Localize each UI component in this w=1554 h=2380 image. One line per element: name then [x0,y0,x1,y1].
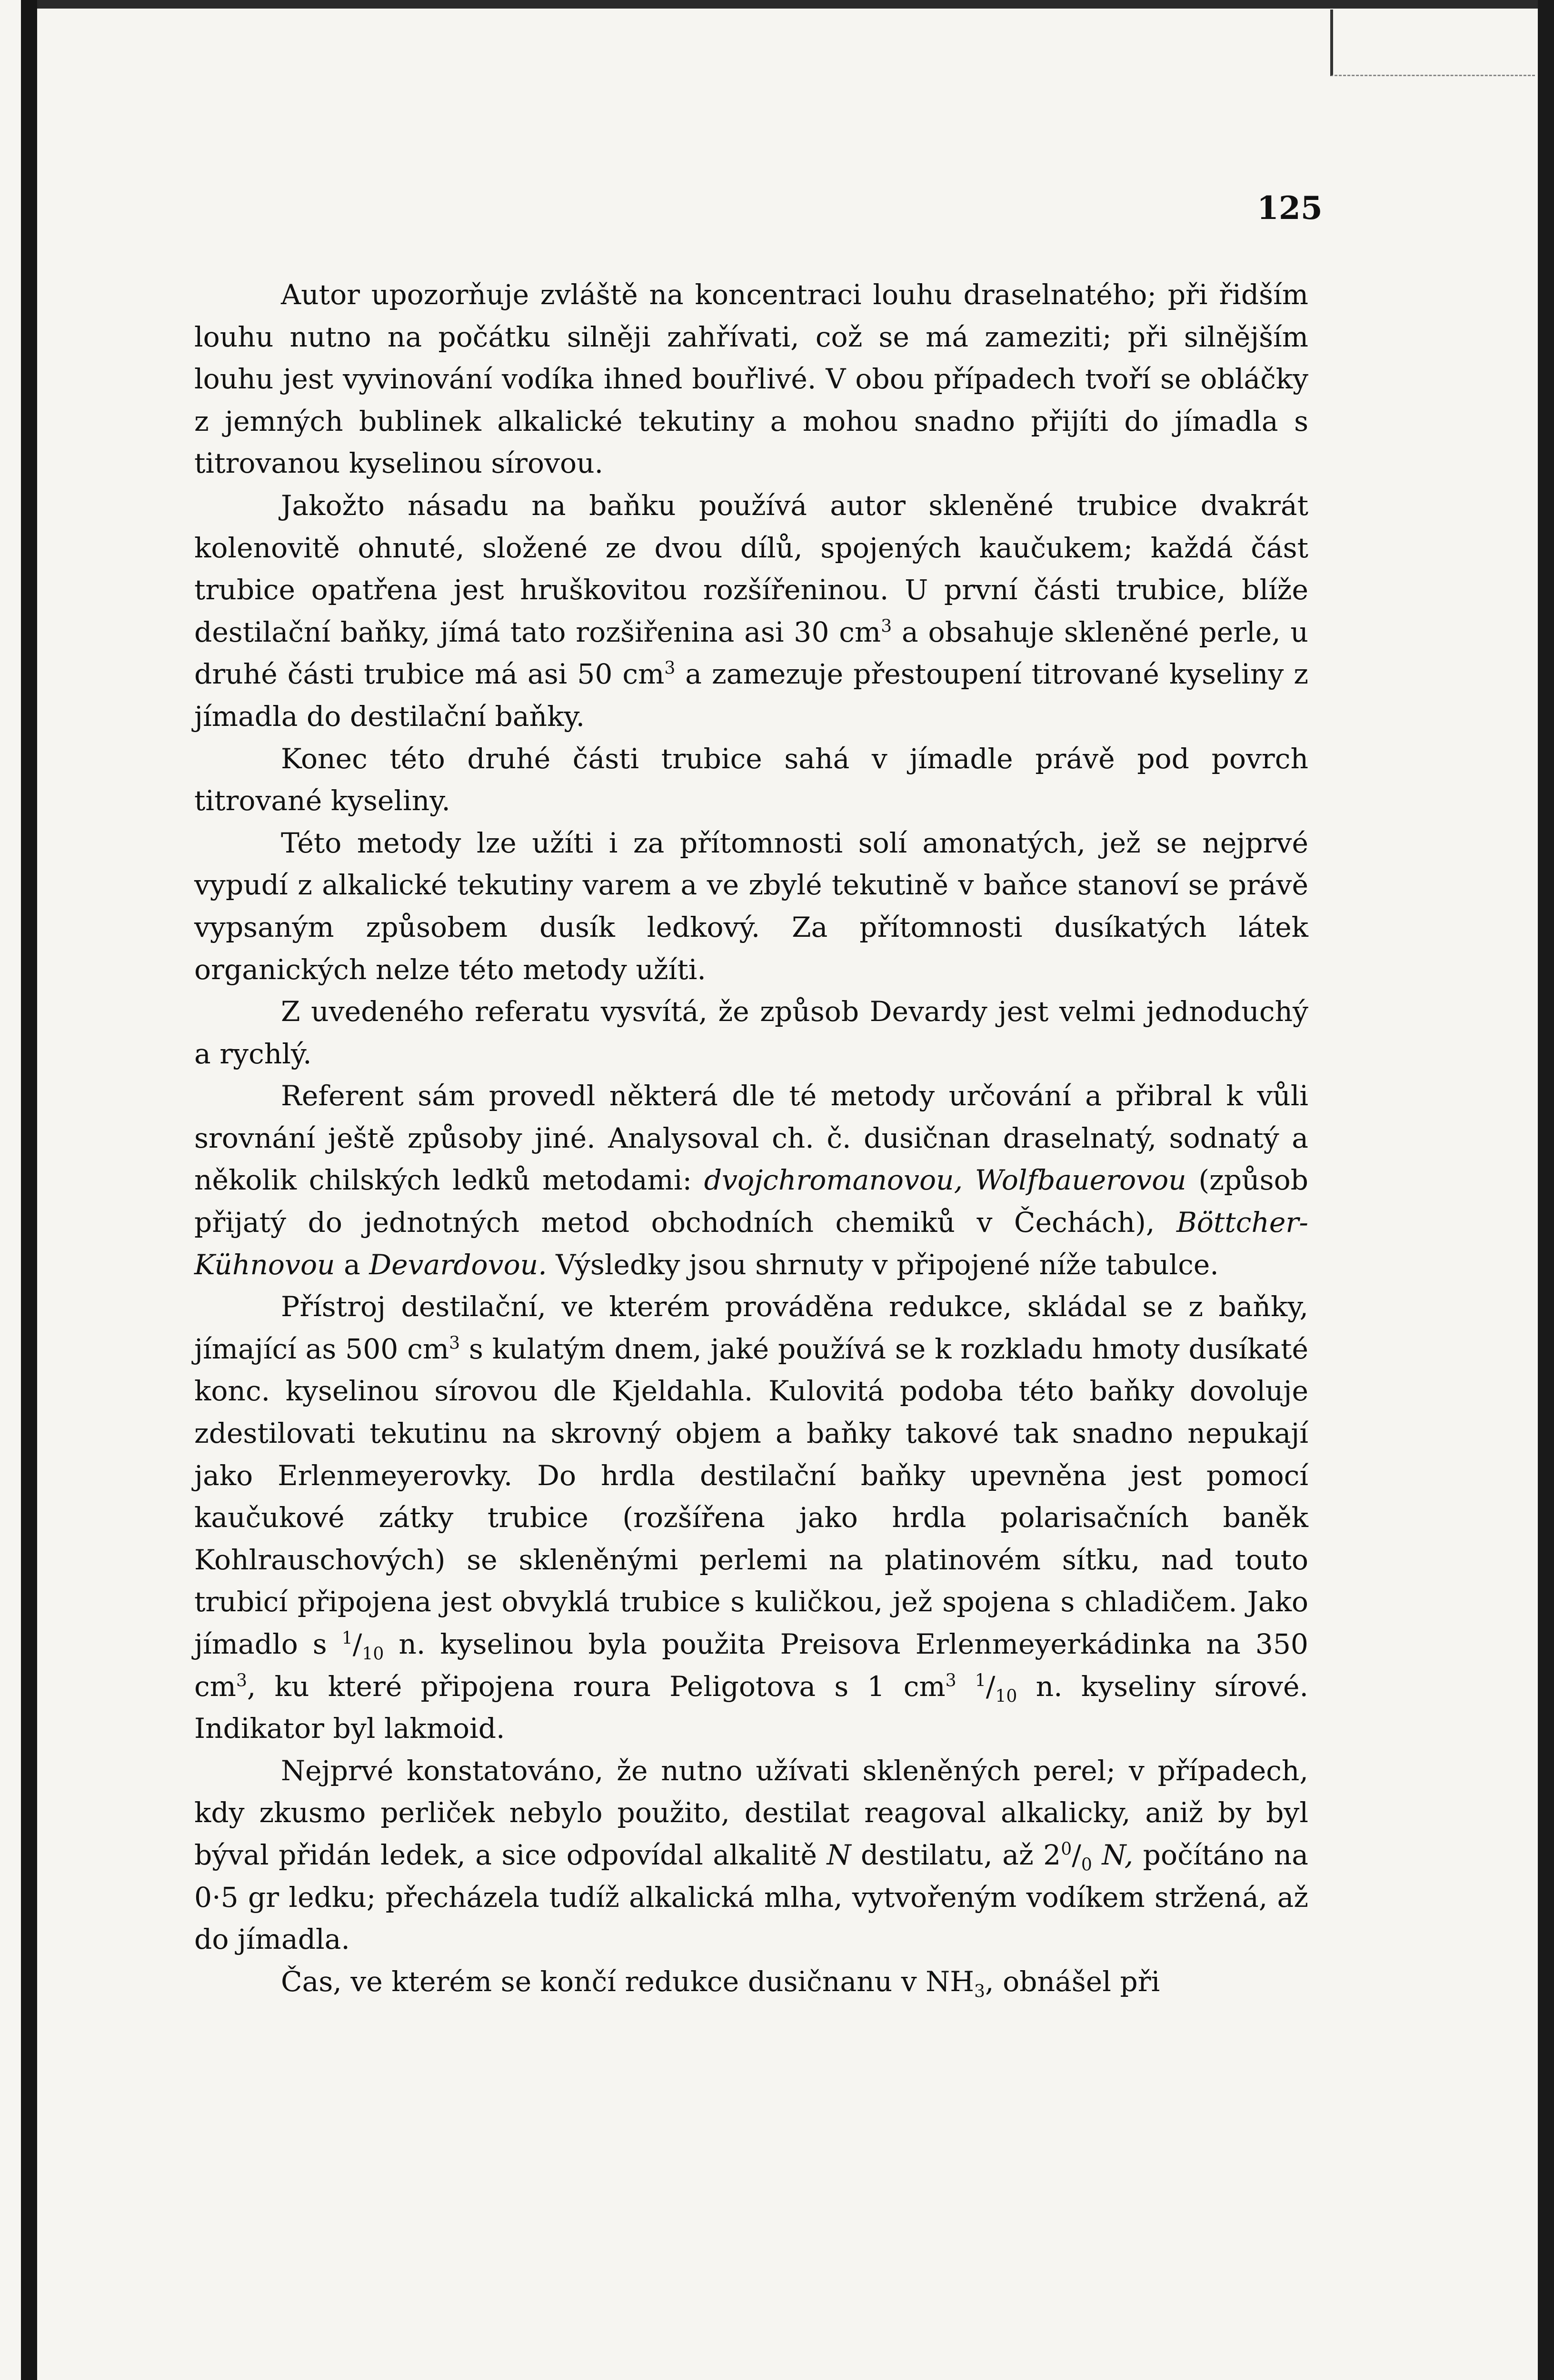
paragraph-5: Z uvedeného referatu vysvítá, že způsob Devardy jest velmi jednoduchý a rychlý. [194,995,1308,1070]
paragraph-3: Konec této druhé části trubice sahá v jímadle právě pod povrch titrované kyseliny. [194,742,1308,817]
top-scan-edge [37,0,1538,9]
book-spine-shadow [21,0,37,2380]
paragraph-9: Čas, ve kterém se končí redukce dusičnanu v $NH_3$, obnášel při [281,1965,1160,2002]
right-scan-edge [1538,0,1554,2380]
body-text [194,274,1308,2003]
paragraph-8: Nejprvé konstatováno, že nutno užívati skleněných perel; v případech, kdy zkusmo perliček nebylo použito, destilat reagoval alkalicky, aniž by byl býval přidán ledek, a sice odpovídal alkalitě N destilatu, až $2^0/_0$ N, počítáno na 0·5 gr ledku; přecházela tudíž alkalická mlha, vytvořeným vodíkem stržená, až do jímadla. [194,1754,1308,1956]
paragraph-7: Přístroj destilační, ve kterém prováděna redukce, skládal se z baňky, jímající as 500 $cm^3$ s kulatým dnem, jaké používá se k rozkladu hmoty dusíkaté konc. kyselinou sírovou dle Kjeldahla. Kulovitá podoba této baňky dovoluje zdestilovati tekutinu na skrovný objem a baňky takové tak snadno nepukají jako Erlenmeyerovky. Do hrdla destilační baňky upevněna jest pomocí kaučukové zátky trubice (rozšířena jako hrdla polarisačních baněk Kohlrauschových) se skleněnými perlemi na platinovém sítku, nad touto trubicí připojena jest obvyklá trubice s kuličkou, jež spojena s chladičem. Jako jímadlo s $^1/_{10}$ n. kyselinou byla použita Preisova Erlenmeyerkádinka na 350 $cm^3$, ku které připojena roura Peligotova s 1 $cm^3$ $^1/_{10}$ n. kyseliny sírové. Indikator byl lakmoid. [194,1290,1308,1745]
page-number: 125 [1257,189,1323,227]
paragraph-2: Jakožto násadu na baňku používá autor skleněné trubice dvakrát kolenovitě ohnuté, složené ze dvou dílů, spojených kaučukem; každá část trubice opatřena jest hruškovitou rozšířeninou. U první části trubice, blíže destilační baňky, jímá tato rozšiřenina asi 30 $cm^3$ a obsahuje skleněné perle, u druhé části trubice má asi 50 $cm^3$ a zamezuje přestoupení titrované kyseliny z jímadla do destilační baňky. [194,489,1308,733]
paragraph-4: Této metody lze užíti i za přítomnosti solí amonatých, jež se nejprvé vypudí z alkalické tekutiny varem a ve zbylé tekutině v baňce stanoví se právě vypsaným způsobem dusík ledkový. Za přítomnosti dusíkatých látek organických nelze této metody užíti. [194,826,1308,986]
paragraph-6: Referent sám provedl některá dle té metody určování a přibral k vůli srovnání ještě způsoby jiné. Analysoval ch. č. dusičnan draselnatý, sodnatý a několik chilských ledků metodami: dvojchromanovou, Wolfbauerovou (způsob přijatý do jednotných metod obchodních chemiků v Čechách), Böttcher-Kühnovou a Devardovou. Výsledky jsou shrnuty v připojené níže tabulce. [194,1080,1309,1281]
corner-scan-artifact [1330,10,1535,76]
paragraph-1: Autor upozorňuje zvláště na koncentraci louhu draselnatého; při řidším louhu nutno na počátku silněji zahřívati, což se má zameziti; při silnějším louhu jest vyvinování vodíka ihned bouřlivé. V obou případech tvoří se obláčky z jemných bublinek alkalické tekutiny a mohou snadno přijíti do jímadla s titrovanou kyselinou sírovou. [194,278,1308,480]
